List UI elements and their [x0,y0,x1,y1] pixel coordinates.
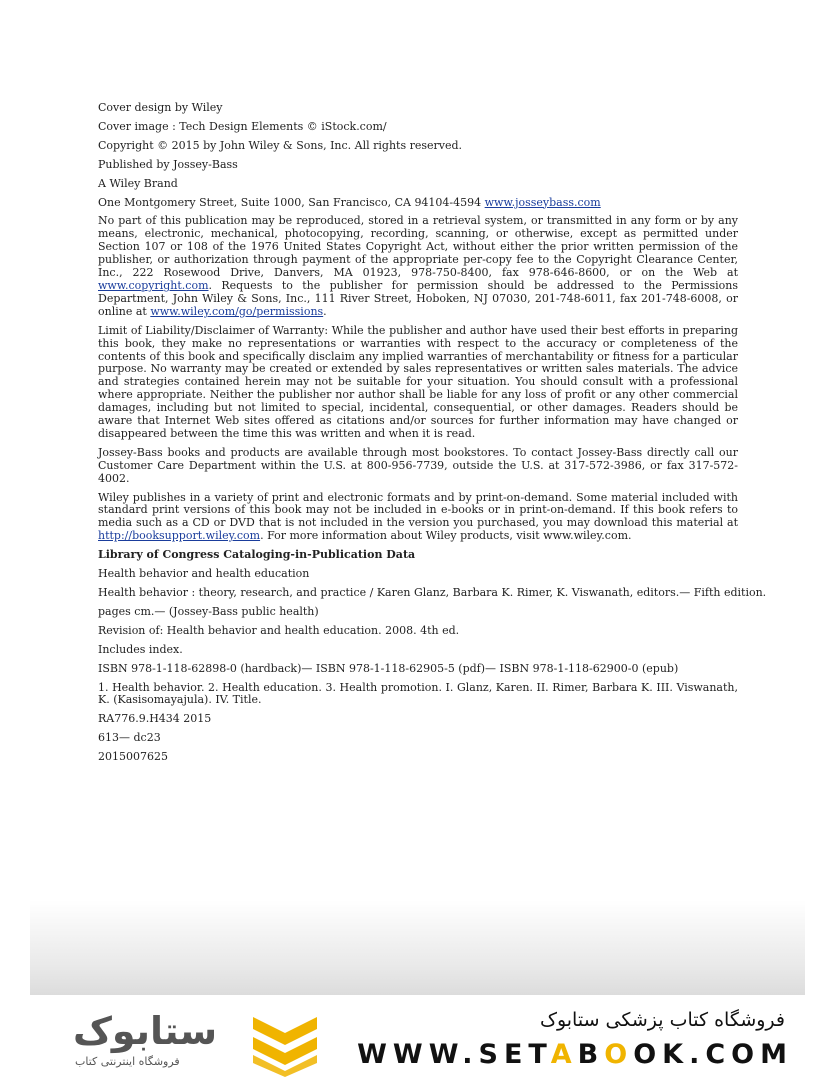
cip-line: pages cm.— (Jossey-Bass public health) [98,604,319,618]
cip-subjects: 1. Health behavior. 2. Health education. 3. Health promotion. I. Glanz, Karen. II. Rimer, Barbara K. III. Viswanath, K. (Kasisomayajula). IV. Title. [98,680,738,707]
formats-text-2: . For more information about Wiley products, visit www.wiley.com. [260,529,632,543]
store-logo [65,1007,335,1077]
url-accent: A [550,1039,578,1070]
cip-line: Includes index. [98,642,183,656]
page-shadow-band [30,900,805,995]
cip-call-number: RA776.9.H434 2015 [98,712,212,726]
store-url[interactable] [357,1039,793,1070]
formats-paragraph [98,492,738,544]
booksupport-link[interactable]: http://booksupport.wiley.com [98,529,261,543]
cip-lccn: 2015007625 [98,750,168,764]
rights-paragraph [98,215,738,318]
publisher-name: Published by Jossey-Bass [98,157,238,171]
chevron-logo-icon [245,1007,325,1077]
cip-line: Health behavior and health education [98,567,310,581]
availability-paragraph: Jossey-Bass books and products are available through most bookstores. To contact Jossey-Bass directly call our Customer Care Department within the U.S. at 800-956-7739, outside the U.S. at 317-572-3986, or fax 317-572-4002. [98,445,738,485]
logo-subtitle: فروشگاه اینترنتی کتاب [75,1055,180,1068]
cip-line: ISBN 978-1-118-62898-0 (hardback)— ISBN 978-1-118-62905-5 (pdf)— ISBN 978-1-118-62900-0 (epub) [98,661,679,675]
store-title: فروشگاه کتاب پزشکی ستابوک [539,1009,785,1031]
copyright-com-link[interactable]: www.copyright.com [98,278,209,292]
copyright-page [98,101,767,770]
cover-design-credit: Cover design by Wiley [98,101,223,114]
url-part: WWW.SET [357,1039,551,1070]
address-text: One Montgomery Street, Suite 1000, San Francisco, CA 94104-4594 [98,195,485,209]
liability-paragraph: Limit of Liability/Disclaimer of Warranty: While the publisher and author have used their best efforts in preparing this book, they make no representations or warranties with respect to the accuracy or completeness of the contents of this book and specifically disclaim any implied warranties of merchantability or fitness for a particular purpose. No warranty may be created or extended by sales representatives or written sales materials. The advice and strategies contained herein may not be suitable for your situation. You should consult with a professional where appropriate. Neither the publisher nor author shall be liable for any loss of profit or any other commercial damages, including but not limited to special, incidental, consequential, or other damages. Readers should be aware that Internet Web sites offered as citations and/or sources for further information may have changed or disappeared between the time this was written and when it is read. [98,323,738,440]
url-part: OK.COM [633,1039,793,1070]
publisher-address [98,197,738,210]
logo-wordmark: ستابوک [73,1009,218,1053]
copyright-notice: Copyright © 2015 by John Wiley & Sons, Inc. All rights reserved. [98,138,463,152]
url-accent: O [604,1039,634,1070]
cip-heading: Library of Congress Cataloging-in-Publication Data [98,548,416,562]
rights-text-2: . Requests to the publisher for permission should be addressed to the Permissions Department, John Wiley & Sons, Inc., 111 River Street, Hoboken, NJ 07030, 201-748-6011, fax 201-748-6008, or online at [98,278,738,318]
cip-line: Health behavior : theory, research, and practice / Karen Glanz, Barbara K. Rimer, K. Viswanath, editors.— Fifth edition. [98,586,767,599]
permissions-link[interactable]: www.wiley.com/go/permissions [150,304,324,318]
cip-dewey: 613— dc23 [98,731,161,745]
url-part: B [577,1039,605,1070]
formats-text-1: Wiley publishes in a variety of print and electronic formats and by print-on-demand. Some material included with standard print versions of this book may not be included in e-books or in print-on-demand. If this book refers to media such as a CD or DVD that is not included in the version you purchased, you may download this material at [98,490,738,530]
cip-line: Revision of: Health behavior and health education. 2008. 4th ed. [98,623,460,637]
store-footer [0,995,835,1080]
rights-text-1: No part of this publication may be reproduced, stored in a retrieval system, or transmitted in any form or by any means, electronic, mechanical, photocopying, recording, scanning, or otherwise, except as permitted under Section 107 or 108 of the 1976 United States Copyright Act, without either the prior written permission of the publisher, or authorization through payment of the appropriate per-copy fee to the Copyright Clearance Center, Inc., 222 Rosewood Drive, Danvers, MA 01923, 978-750-8400, fax 978-646-8600, or on the Web at [98,214,738,280]
josseybass-link[interactable]: www.josseybass.com [484,195,601,209]
rights-text-3: . [323,304,327,318]
brand-line: A Wiley Brand [98,176,178,190]
cover-image-credit: Cover image : Tech Design Elements © iStock.com/ [98,119,387,133]
